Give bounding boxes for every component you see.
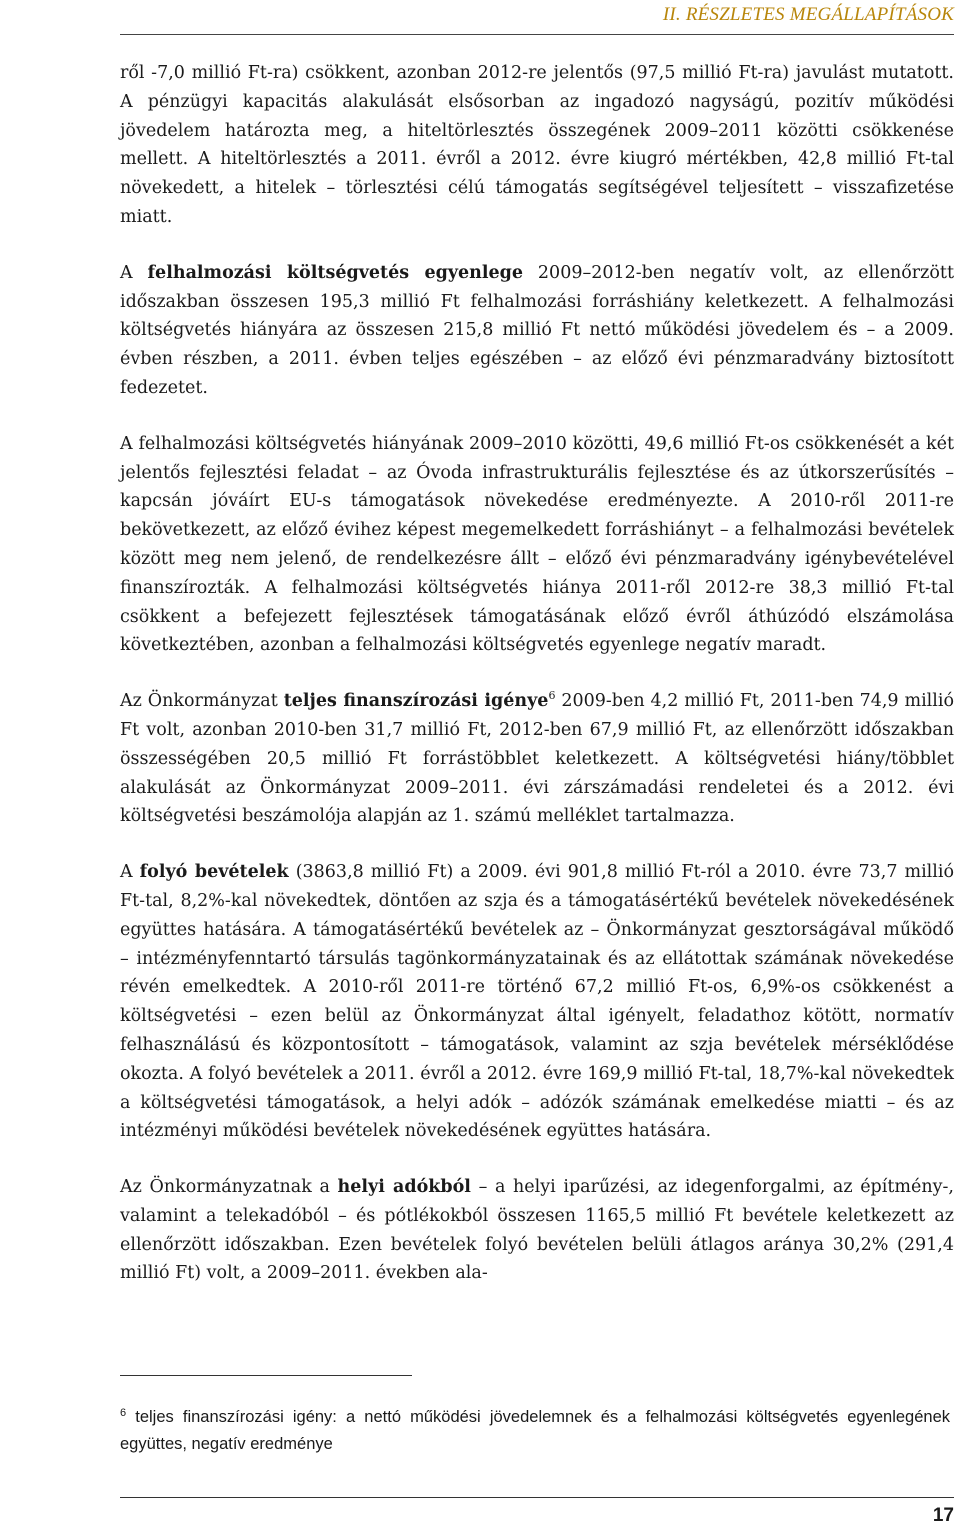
emphasis-term: folyó bevételek [139,862,289,883]
paragraph-deficit-changes: A felhalmozási költségvetés hiányának 2009–2010 közötti, 49,6 millió Ft-os csökkenését a két jelentős fejlesztési feladat – az Óvoda infrastrukturális fejlesztése és az útkorszerűsítés – kapcsán jóváírt EU-s támogatások növekedése eredményezte. A 2010-ről 2011-re bekövetkezett, az előző évihez képest megemelkedett forráshiányt – a felhalmozási bevételek között meg nem jelenő, de rendelkezésre állt – előző évi pénzmaradvány igénybevételével finanszírozták. A felhalmozási költségvetés hiánya 2011-ről 2012-re 38,3 millió Ft-tal csökkent a befejezett fejlesztések támogatásának előző évről áthúzódó elszámolása következtében, azonban a felhalmozási költségvetés egyenlege negatív maradt. [120,433,954,656]
paragraph-accumulation-budget: A felhalmozási költségvetés egyenlege 2009–2012-ben negatív volt, az ellenőrzött időszakban összesen 195,3 millió Ft felhalmozási forráshiány keletkezett. A felhalmozási költségvetés hiányára az összesen 215,8 millió Ft nettó működési jövedelem és – a 2009. évben részben, a 2011. évben teljes egészében – az előző évi pénzmaradvány biztosított fedezetet. [120,262,954,398]
paragraph-local-taxes: Az Önkormányzatnak a helyi adókból – a helyi iparűzési, az idegenforgalmi, az építmény-, valamint a telekadóból – és pótlékokból összesen 1165,5 millió Ft bevétele keletkezett az ellenőrzött időszakban. Ezen bevételek folyó bevételen belüli átlagos aránya 30,2% (291,4 millió Ft) volt, a 2009–2011. években ala- [120,1177,954,1284]
footnote-marker: 6 [120,1407,127,1419]
emphasis-term: felhalmozási költségvetés egyenlege [147,262,524,283]
paragraph-current-revenues: A folyó bevételek (3863,8 millió Ft) a 2009. évi 901,8 millió Ft-ról a 2010. évre 73,7 millió Ft-tal, 8,2%-kal növekedtek, döntően az szja és a támogatásértékű bevételek növekedésének együttes hatására. A támogatásértékű bevételek az – Önkormányzat gesztorságával működő – intézményfenntartó társulás tagönkormányzatainak és az ellátottak számának növekedése révén emelkedtek. A 2010-ről 2011-re történő 67,2 millió Ft-os, 6,9%-os csökkenést a költségvetési – ezen belül az Önkormányzat által igényelt, feladathoz kötött, normatív felhasználású és központosított – támogatások, valamint az szja bevételek mérséklődése okozta. A folyó bevételek a 2011. évről a 2012. évre 169,9 millió Ft-tal, 18,7%-kal növekedtek a költségvetési támogatások, a helyi adók – adózók számának emelkedése miatti – és az intézményi működési bevételek növekedésének együttes hatására. [120,862,954,1142]
paragraph-financial-capacity: ről -7,0 millió Ft-ra) csökkent, azonban 2012-re jelentős (97,5 millió Ft-ra) javulást mutatott. A pénzügyi kapacitás alakulását elsősorban az ingadozó nagyságú, pozitív működési jövedelem határozta meg, a hiteltörlesztés összegének 2009–2011 közötti csökkenése mellett. A hiteltörlesztés a 2011. évről a 2012. évre kiugró mértékben, 42,8 millió Ft-tal növekedett, a hitelek – törlesztési célú támogatás segítségével teljesített – visszafizetése miatt. [120,63,954,227]
emphasis-term: teljes finanszírozási igénye [283,691,549,712]
body-text [120,59,954,1315]
page-number: 17 [932,1505,954,1526]
footer-divider [120,1497,954,1498]
emphasis-term: helyi adókból [337,1177,471,1198]
footnote-divider [120,1375,412,1376]
paragraph-financing-need: Az Önkormányzat teljes finanszírozási igénye$^6$ 2009-ben 4,2 millió Ft, 2011-ben 74,9 millió Ft volt, azonban 2010-ben 31,7 millió Ft, 2012-ben 67,9 millió Ft, az ellenőrzött időszakban összességében 20,5 millió Ft forrástöbblet keletkezett. A költségvetési hiány/többlet alakulását az Önkormányzat 2009–2011. évi zárszámadási rendeletei és a 2012. évi költségvetési beszámolója alapján az 1. számú melléklet tartalmazza. [120,689,954,827]
footnote-text: teljes finanszírozási igény: a nettó működési jövedelemnek és a felhalmozási költségvetés egyenlegének együttes, negatív eredménye [120,1408,950,1453]
footnote-reference[interactable]: 6 [548,689,556,703]
footnote [120,1404,950,1458]
header-divider [120,34,954,35]
section-header: II. RÉSZLETES MEGÁLLAPÍTÁSOK [662,4,954,25]
